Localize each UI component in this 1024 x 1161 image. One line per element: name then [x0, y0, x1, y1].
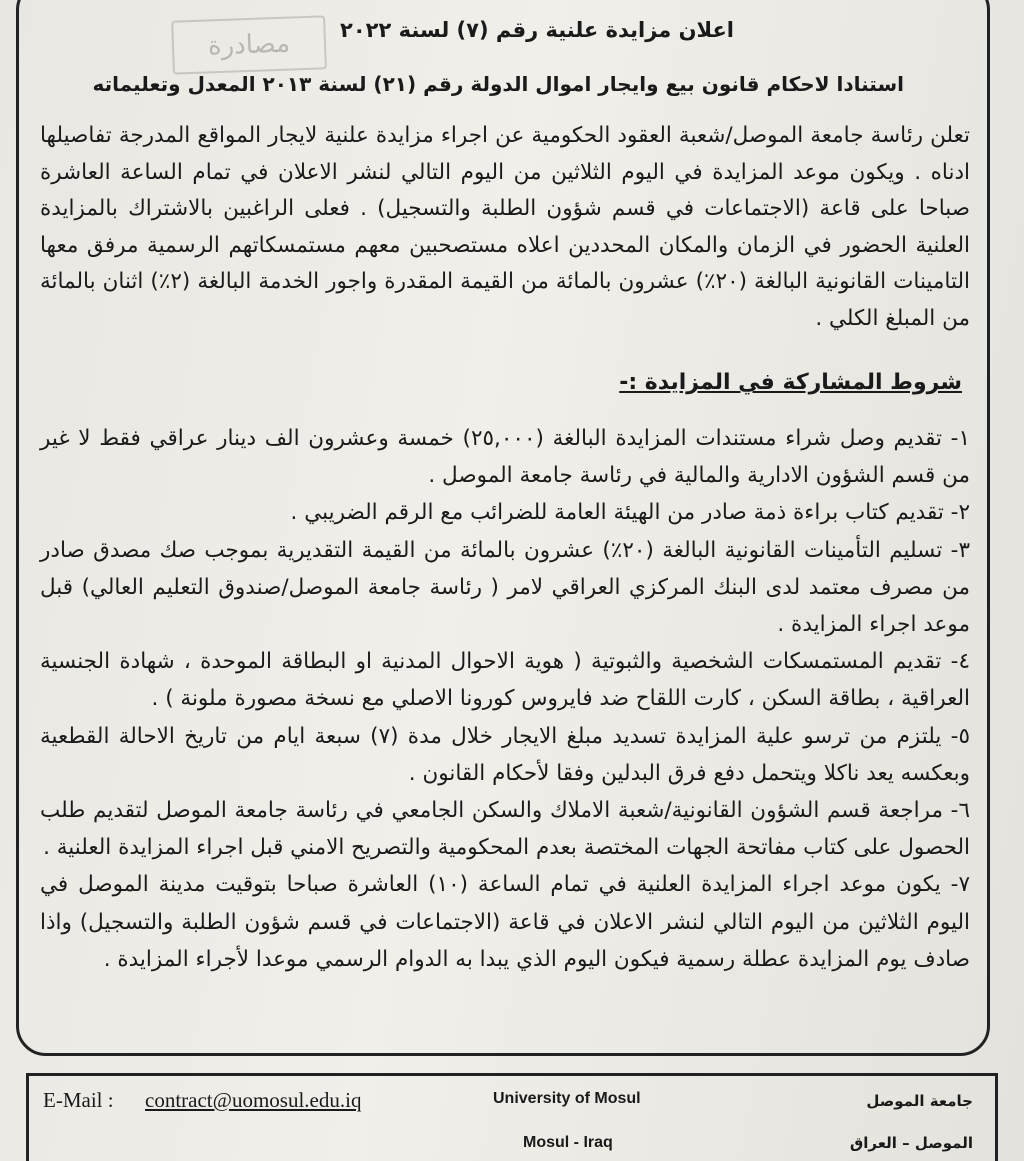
condition-item: ٤- تقديم المستمسكات الشخصية والثبوتية ( هوية الاحوال المدنية او البطاقة الموحدة ، شهادة الجنسية العراقية ، بطاقة السكن ، كارت اللقاح ضد فايروس كورونا الاصلي مع نسخة مصورة ملونة ) .: [40, 649, 970, 712]
university-name-en: University of Mosul: [493, 1090, 641, 1107]
email-link[interactable]: contract@uomosul.edu.iq: [145, 1088, 362, 1112]
condition-item: ٧- يكون موعد اجراء المزايدة العلنية في تمام الساعة (١٠) العاشرة صباحا بتوقيت مدينة الموصل في اليوم الثلاثين من اليوم التالي لنشر الاعلان في قاعة (الاجتماعات في قسم شؤون الطلبة والتسجيل) واذا صادف يوم المزايدة عطلة رسمية فيكون اليوم الذي يبدا به الدوام الرسمي موعدا لأجراء المزايدة .: [40, 872, 971, 972]
letterhead-footer: [26, 1073, 998, 1161]
condition-item: ٣- تسليم التأمينات القانونية البالغة (٢٠٪) عشرون بالمائة من القيمة التقديرية بموجب صك مصدق صادر من مصرف معتمد لدى البنك المركزي العراقي لامر ( رئاسة جامعة الموصل/صندوق التعليم العالي) قبل موعد اجراء المزايدة .: [40, 537, 970, 638]
announcement-title: اعلان مزايدة علنية رقم (٧) لسنة ٢٠٢٢: [340, 18, 734, 42]
conditions-heading: شروط المشاركة في المزايدة :-: [619, 370, 962, 395]
email-label: E-Mail :: [43, 1088, 114, 1112]
condition-item: ٦- مراجعة قسم الشؤون القانونية/شعبة الاملاك والسكن الجامعي في رئاسة جامعة الموصل لتقديم طلب الحصول على كتاب مفاتحة الجهات المختصة بعدم المحكومية والتصريح الامني قبل اجراء المزايدة العلنية .: [40, 798, 970, 861]
condition-item: ٥- يلتزم من ترسو علية المزايدة تسديد مبلغ الايجار خلال مدة (٧) سبعة ايام من تاريخ الاحالة القطعية وبعكسه يعد ناكلا ويتحمل دفع فرق البدلين وفقا لأحكام القانون .: [40, 723, 970, 786]
announcement-subtitle: استنادا لاحكام قانون بيع وايجار اموال الدولة رقم (٢١) لسنة ٢٠١٣ المعدل وتعليماته: [92, 72, 904, 96]
condition-item: ٢- تقديم كتاب براءة ذمة صادر من الهيئة العامة للضرائب مع الرقم الضريبي .: [290, 500, 970, 526]
university-name-ar: جامعة الموصل: [866, 1092, 973, 1110]
location-en: Mosul - Iraq: [523, 1134, 613, 1151]
conditions-list: [40, 420, 970, 978]
stamp-mark: مصادرة: [171, 15, 327, 74]
condition-item: ١- تقديم وصل شراء مستندات المزايدة البالغة (٢٥,٠٠٠) خمسة وعشرون الف دينار عراقي فقط لا غير من قسم الشؤون الادارية والمالية في رئاسة جامعة الموصل .: [40, 426, 970, 489]
announcement-paragraph: تعلن رئاسة جامعة الموصل/شعبة العقود الحكومية عن اجراء مزايدة علنية لايجار المواقع المدرجة تفاصيلها ادناه . ويكون موعد المزايدة في اليوم الثلاثين من اليوم التالي لنشر الاعلان في تمام الساعة العاشرة صباحا على قاعة (الاجتماعات في قسم شؤون الطلبة والتسجيل) . فعلى الراغبين بالاشتراك بالمزايدة العلنية الحضور في الزمان والمكان المحددين اعلاه مستصحبين معهم مستمسكاتهم الرسمية مرفق معها التامينات القانونية البالغة (٢٠٪) عشرون بالمائة من القيمة المقدرة واجور الخدمة البالغة (٢٪) اثنان بالمائة من المبلغ الكلي .: [40, 123, 970, 331]
location-ar: الموصل – العراق: [849, 1134, 973, 1152]
